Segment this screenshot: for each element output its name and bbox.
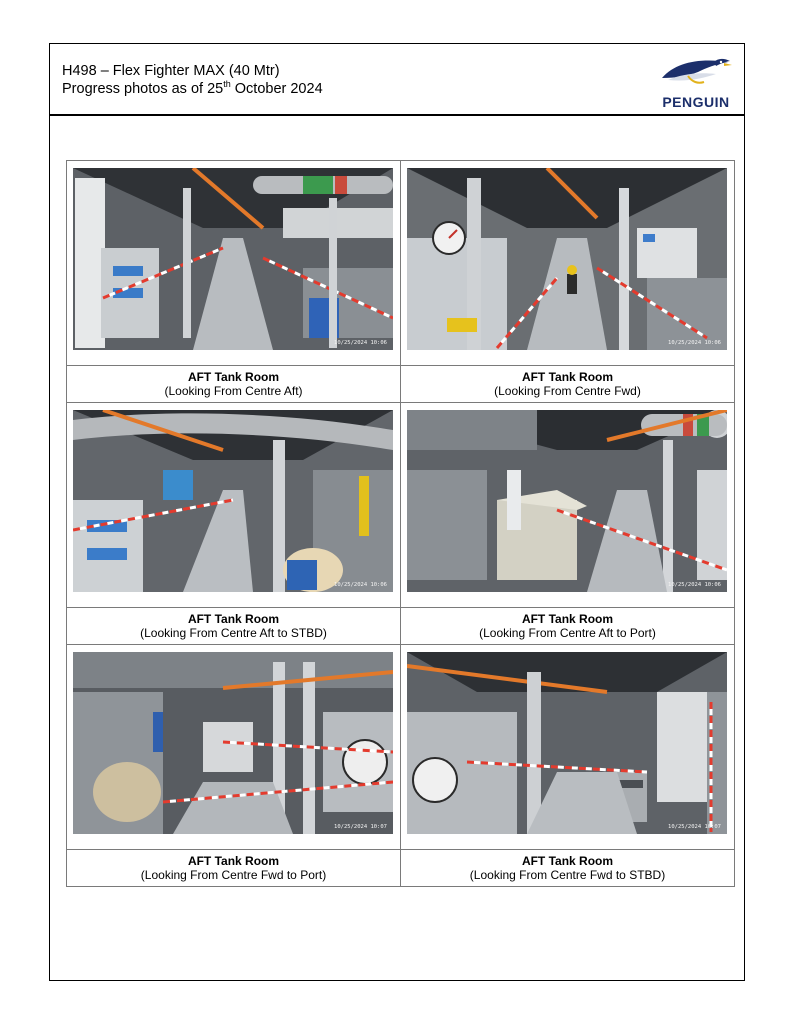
caption-subtitle: (Looking From Centre Aft to STBD) <box>140 626 327 640</box>
engine-room-photo <box>73 410 393 592</box>
caption-subtitle: (Looking From Centre Aft to Port) <box>479 626 656 640</box>
photo-caption <box>67 850 401 887</box>
photo-caption <box>401 608 735 645</box>
caption-subtitle: (Looking From Centre Fwd to Port) <box>140 868 327 882</box>
caption-subtitle: (Looking From Centre Fwd) <box>494 384 641 398</box>
penguin-logo <box>658 52 734 110</box>
photo-cell <box>67 645 401 850</box>
progress-date-prefix: Progress photos as of 25 <box>62 81 224 97</box>
photo-cell <box>401 403 735 608</box>
photo-timestamp: 10/25/2024 10:06 <box>668 340 721 346</box>
photo-timestamp: 10/25/2024 10:06 <box>668 582 721 588</box>
penguin-bird-icon <box>658 52 734 92</box>
photo-caption <box>67 608 401 645</box>
photo-timestamp: 10/25/2024 10:07 <box>668 824 721 830</box>
caption-title: AFT Tank Room <box>521 612 614 626</box>
caption-title: AFT Tank Room <box>187 370 280 384</box>
engine-room-photo <box>73 652 393 834</box>
caption-title: AFT Tank Room <box>521 370 614 384</box>
photo-cell <box>401 161 735 366</box>
page-header <box>50 44 744 116</box>
caption-title: AFT Tank Room <box>187 612 280 626</box>
page-frame <box>49 43 745 981</box>
photo-timestamp: 10/25/2024 10:07 <box>334 824 387 830</box>
caption-subtitle: (Looking From Centre Fwd to STBD) <box>469 868 666 882</box>
progress-date <box>62 80 323 98</box>
caption-subtitle: (Looking From Centre Aft) <box>164 384 303 398</box>
photo-caption <box>401 850 735 887</box>
photo-timestamp: 10/25/2024 10:06 <box>334 582 387 588</box>
photo-cell <box>401 645 735 850</box>
caption-title: AFT Tank Room <box>521 854 614 868</box>
photo-cell <box>67 403 401 608</box>
page-title <box>62 62 323 98</box>
engine-room-photo <box>407 168 727 350</box>
photo-timestamp: 10/25/2024 10:06 <box>334 340 387 346</box>
photo-cell <box>67 161 401 366</box>
progress-date-suffix-sup: th <box>223 79 231 90</box>
caption-title: AFT Tank Room <box>187 854 280 868</box>
project-title: H498 – Flex Fighter MAX (40 Mtr) <box>62 63 280 79</box>
engine-room-photo <box>73 168 393 350</box>
engine-room-photo <box>407 652 727 834</box>
logo-text: PENGUIN <box>662 94 730 110</box>
progress-date-month-year: October 2024 <box>230 81 323 97</box>
engine-room-photo <box>407 410 727 592</box>
photo-caption <box>401 366 735 403</box>
photo-caption <box>67 366 401 403</box>
photo-grid <box>66 160 735 887</box>
